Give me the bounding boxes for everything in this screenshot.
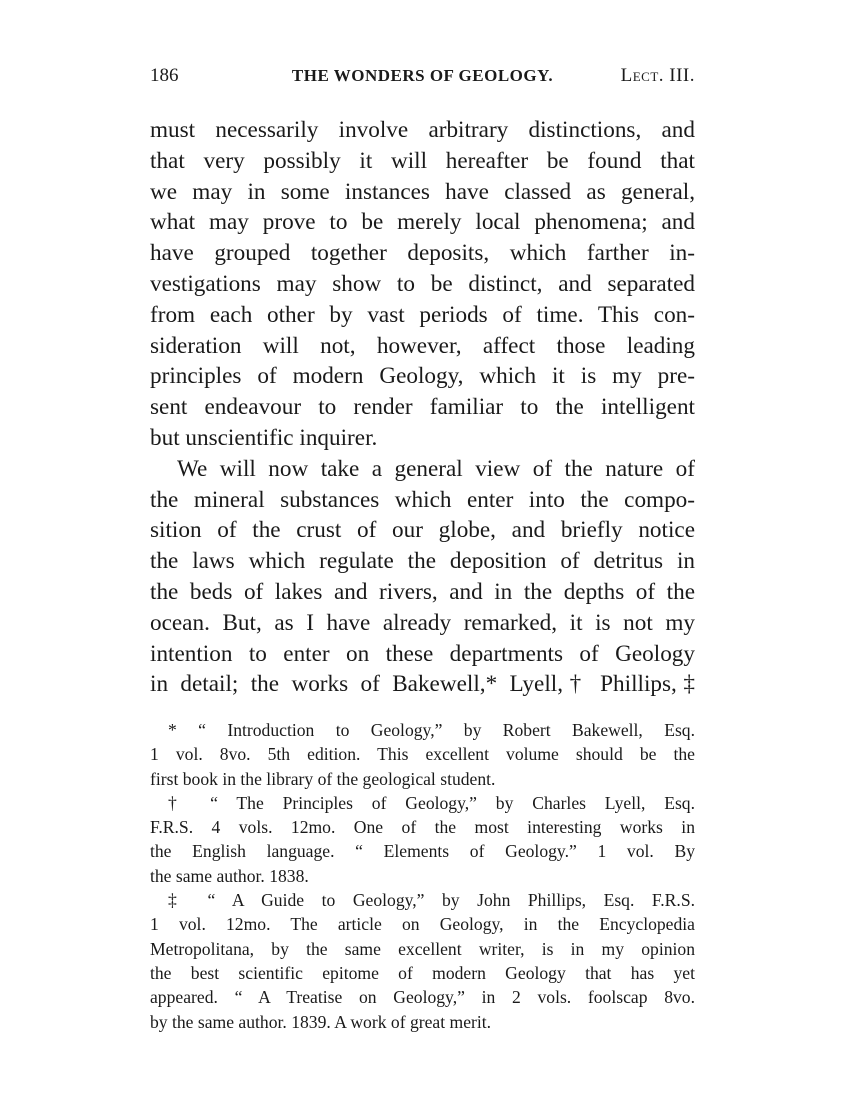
body-line: principles of modern Geology, which it is my pre- [150,363,695,390]
footnote-line: † “ The Principles of Geology,” by Charles Lyell, Esq. [168,792,695,813]
footnote-line: F.R.S. 4 vols. 12mo. One of the most interesting works in [150,817,695,838]
running-title: THE WONDERS OF GEOLOGY. [291,66,554,85]
footnote-line: the same author. 1838. [150,865,309,886]
footnote-line: ‡ “ A Guide to Geology,” by John Phillips, Esq. F.R.S. [168,890,695,911]
footnote-line: 1 vol. 8vo. 5th edition. This excellent volume should be the [150,744,695,765]
running-head [150,62,695,92]
body-line: ocean. But, as I have already remarked, it is not my [150,609,695,636]
lecture-marker: Lect. III. [620,65,695,86]
body-line: that very possibly it will hereafter be found that [150,147,695,174]
body-line: vestigations may show to be distinct, and separated [150,270,695,297]
footnote-line: * “ Introduction to Geology,” by Robert Bakewell, Esq. [168,720,695,740]
body-text [150,115,695,700]
body-line: the mineral substances which enter into the compo- [150,486,695,513]
body-line: the beds of lakes and rivers, and in the depths of the [150,578,695,605]
footnote-line: the best scientific epitome of modern Geology that has yet [150,962,695,983]
body-line: the laws which regulate the deposition of detritus in [150,548,695,575]
body-line: in detail; the works of Bakewell,* Lyell,† Phillips,‡ [150,671,695,698]
body-line: what may prove to be merely local phenomena; and [150,209,695,236]
footnote-line: 1 vol. 12mo. The article on Geology, in the Encyclopedia [150,914,695,935]
page-number: 186 [150,65,179,86]
footnote-line: first book in the library of the geological student. [150,768,496,789]
body-line: We will now take a general view of the nature of [177,455,695,482]
footnote-line: appeared. “ A Treatise on Geology,” in 2 vols. foolscap 8vo. [150,987,695,1008]
footnotes [150,718,695,1034]
body-line: intention to enter on these departments of Geology [150,640,695,667]
body-line: sideration will not, however, affect those leading [150,332,695,359]
body-line: sition of the crust of our globe, and briefly notice [150,517,695,544]
footnote-line: by the same author. 1839. A work of great merit. [150,1011,492,1032]
body-line: must necessarily involve arbitrary distinctions, and [150,117,695,143]
footnote-line: the English language. “ Elements of Geology.” 1 vol. By [150,841,695,862]
body-line: we may in some instances have classed as general, [150,178,695,205]
body-line: sent endeavour to render familiar to the intelligent [150,394,695,421]
body-line: from each other by vast periods of time. This con- [150,301,695,328]
body-line: but unscientific inquirer. [150,424,378,451]
footnote-line: Metropolitana, by the same excellent writer, is in my opinion [150,938,695,959]
body-line: have grouped together deposits, which farther in- [150,240,695,267]
